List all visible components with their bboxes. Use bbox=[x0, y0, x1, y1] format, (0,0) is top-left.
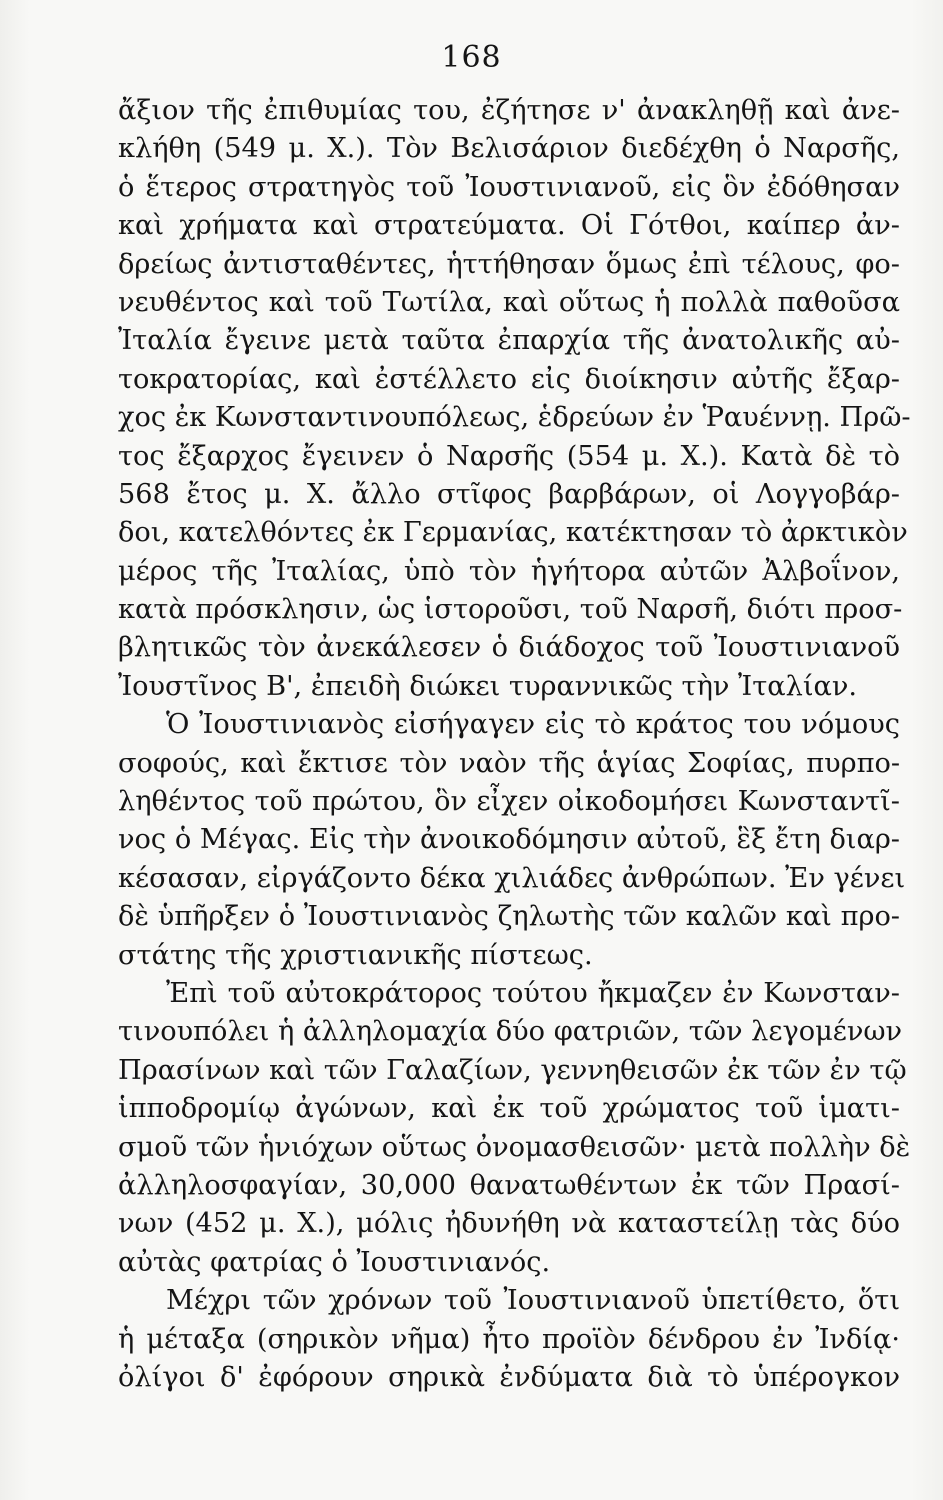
text-line: ὀλίγοι δ' ἐφόρουν σηρικὰ ἐνδύματα διὰ τὸ ὑπέρογκον bbox=[118, 1361, 900, 1393]
text-line: τοκρατορίας, καὶ ἐστέλλετο εἰς διοίκησιν αὐτῆς ἔξαρ- bbox=[118, 363, 900, 395]
text-line: μέρος τῆς Ἰταλίας, ὑπὸ τὸν ἡγήτορα αὐτῶν Ἀλβοΐνον, bbox=[118, 555, 900, 587]
text-line: 568 ἔτος μ. Χ. ἄλλο στῖφος βαρβάρων, οἱ Λογγοβάρ- bbox=[118, 478, 900, 510]
text-line: νευθέντος καὶ τοῦ Τωτίλα, καὶ οὕτως ἡ πολλὰ παθοῦσα bbox=[118, 286, 900, 318]
body-text bbox=[118, 92, 911, 1397]
text-line: κλήθη (549 μ. Χ.). Τὸν Βελισάριον διεδέχθη ὁ Ναρσῆς, bbox=[118, 133, 900, 165]
paragraph bbox=[118, 975, 911, 1282]
text-line: νων (452 μ. Χ.), μόλις ἠδυνήθη νὰ καταστείλῃ τὰς δύο bbox=[118, 1208, 900, 1240]
text-line: ἀλληλοσφαγίαν, 30,000 θανατωθέντων ἐκ τῶν Πρασί- bbox=[118, 1169, 900, 1201]
text-line: αὐτὰς φατρίας ὁ Ἰουστινιανός. bbox=[118, 1246, 551, 1278]
text-line: Μέχρι τῶν χρόνων τοῦ Ἰουστινιανοῦ ὑπετίθετο, ὅτι bbox=[166, 1285, 900, 1317]
text-line: χος ἐκ Κωνσταντινουπόλεως, ἑδρεύων ἐν Ῥαυέννῃ. Πρῶ- bbox=[118, 402, 911, 434]
text-line: Πρασίνων καὶ τῶν Γαλαζίων, γεννηθεισῶν ἐκ τῶν ἐν τῷ bbox=[118, 1054, 907, 1086]
paragraph bbox=[118, 92, 911, 706]
text-line: κέσασαν, εἰργάζοντο δέκα χιλιάδες ἀνθρώπων. Ἐν γένει bbox=[118, 862, 906, 894]
text-line: ἄξιον τῆς ἐπιθυμίας του, ἐζήτησε ν' ἀνακληθῇ καὶ ἀνε- bbox=[118, 95, 900, 126]
paragraph bbox=[118, 1282, 900, 1397]
text-line: δὲ ὑπῆρξεν ὁ Ἰουστινιανὸς ζηλωτὴς τῶν καλῶν καὶ προ- bbox=[118, 901, 900, 933]
text-line: ἱπποδρομίῳ ἀγώνων, καὶ ἐκ τοῦ χρώματος τοῦ ἱματι- bbox=[118, 1093, 900, 1125]
text-line: Ὁ Ἰουστινιανὸς εἰσήγαγεν εἰς τὸ κράτος του νόμους bbox=[166, 709, 900, 741]
text-line: Ἰταλία ἔγεινε μετὰ ταῦτα ἐπαρχία τῆς ἀνατολικῆς αὐ- bbox=[118, 325, 900, 357]
text-line: καὶ χρήματα καὶ στρατεύματα. Οἱ Γότθοι, καίπερ ἀν- bbox=[118, 210, 900, 242]
text-line: σμοῦ τῶν ἡνιόχων οὕτως ὀνομασθεισῶν· μετὰ πολλὴν δὲ bbox=[118, 1131, 911, 1163]
text-line: νος ὁ Μέγας. Εἰς τὴν ἀνοικοδόμησιν αὐτοῦ, ἓξ ἔτη διαρ- bbox=[118, 824, 900, 856]
text-line: ὁ ἕτερος στρατηγὸς τοῦ Ἰουστινιανοῦ, εἰς ὃν ἐδόθησαν bbox=[118, 171, 900, 203]
text-line: δρείως ἀντισταθέντες, ἡττήθησαν ὅμως ἐπὶ τέλους, φο- bbox=[118, 248, 900, 280]
text-line: τινουπόλει ἡ ἀλληλομαχία δύο φατριῶν, τῶν λεγομένων bbox=[118, 1016, 903, 1048]
text-line: σοφούς, καὶ ἔκτισε τὸν ναὸν τῆς ἁγίας Σοφίας, πυρπο- bbox=[118, 747, 900, 779]
text-line: κατὰ πρόσκλησιν, ὡς ἱστοροῦσι, τοῦ Ναρσῆ, διότι προσ- bbox=[118, 594, 903, 626]
text-line: βλητικῶς τὸν ἀνεκάλεσεν ὁ διάδοχος τοῦ Ἰουστινιανοῦ bbox=[118, 632, 900, 664]
text-line: τος ἔξαρχος ἔγεινεν ὁ Ναρσῆς (554 μ. Χ.). Κατὰ δὲ τὸ bbox=[118, 440, 900, 472]
text-line: Ἐπὶ τοῦ αὐτοκράτορος τούτου ἤκμαζεν ἐν Κωνσταν- bbox=[166, 977, 900, 1009]
text-line: στάτης τῆς χριστιανικῆς πίστεως. bbox=[118, 939, 593, 971]
text-line: Ἰουστῖνος Β', ἐπειδὴ διώκει τυραννικῶς τὴν Ἰταλίαν. bbox=[118, 670, 858, 702]
text-line: ἡ μέταξα (σηρικὸν νῆμα) ἦτο προϊὸν δένδρου ἐν Ἰνδίᾳ· bbox=[118, 1323, 900, 1355]
paragraph bbox=[118, 706, 906, 975]
page-number: 168 bbox=[441, 40, 502, 75]
text-line: ληθέντος τοῦ πρώτου, ὃν εἶχεν οἰκοδομήσει Κωνσταντῖ- bbox=[118, 786, 900, 818]
text-line: δοι, κατελθόντες ἐκ Γερμανίας, κατέκτησαν τὸ ἀρκτικὸν bbox=[118, 517, 908, 549]
